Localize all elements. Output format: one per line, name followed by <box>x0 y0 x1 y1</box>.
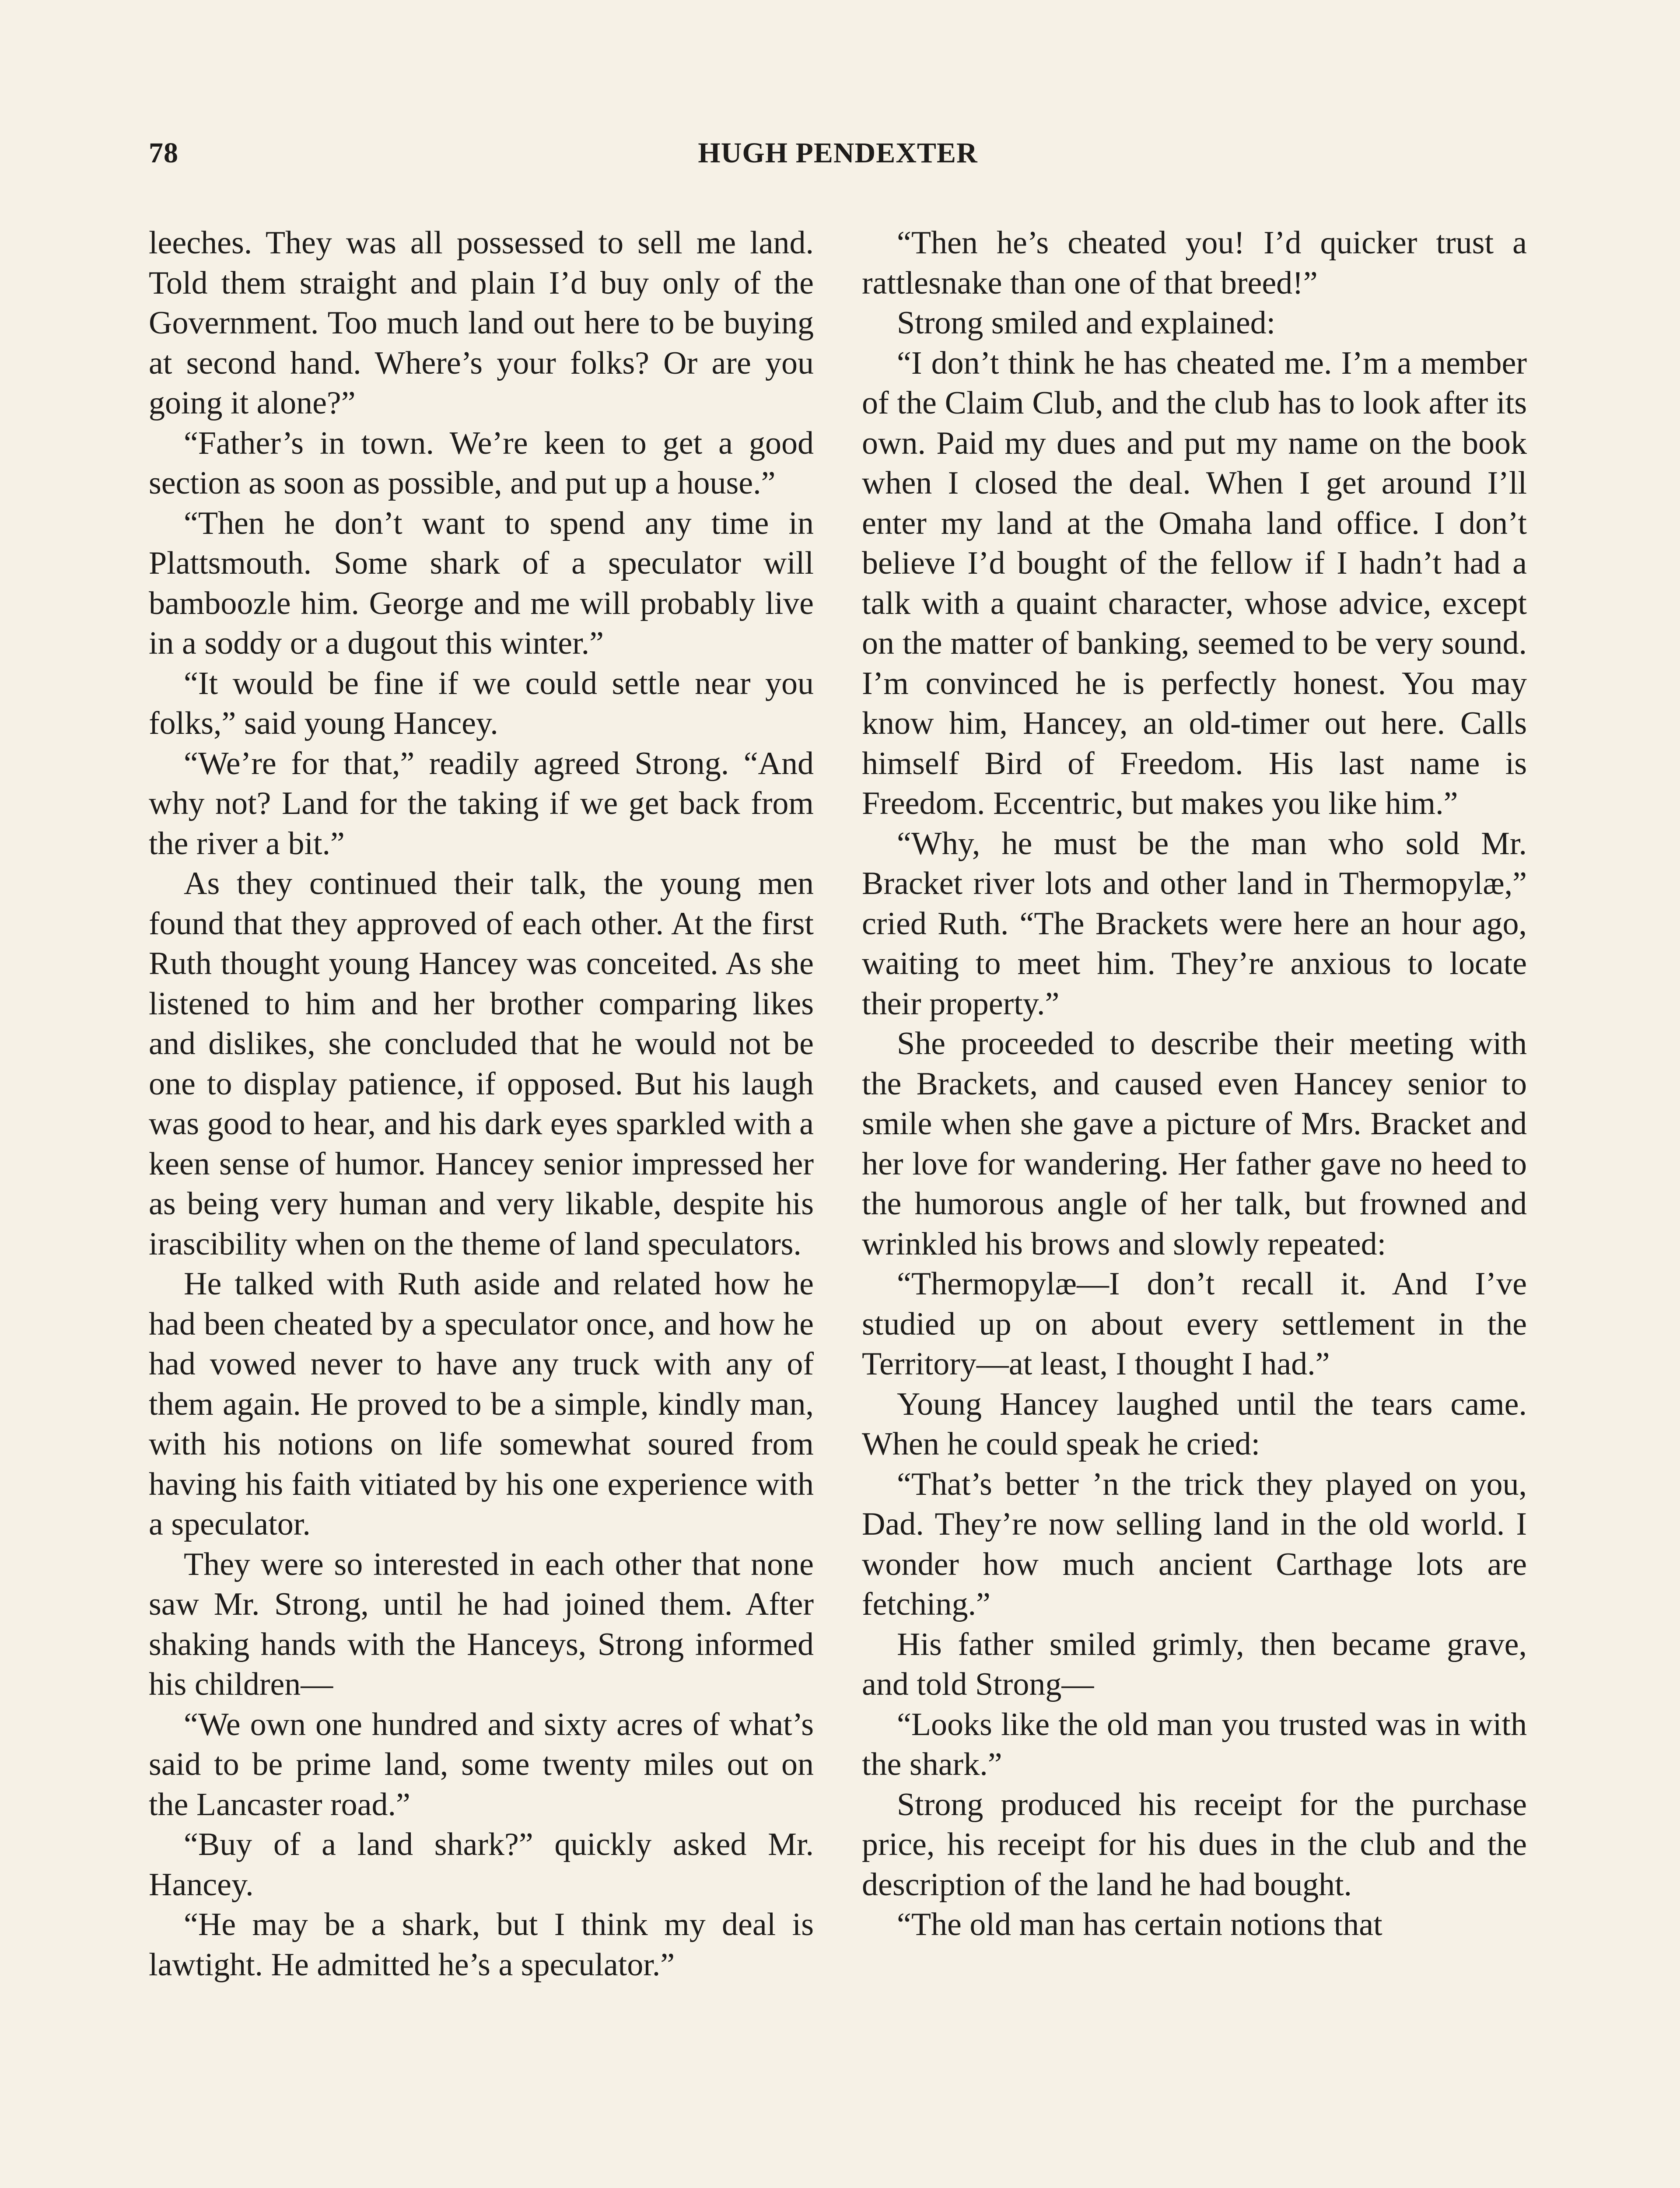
paragraph: “That’s better ’n the trick they played on you, Dad. They’re now selling land in the old world. I wonder how much ancient Carthage lots are fetching.” <box>862 1466 1527 1622</box>
paragraph: She proceeded to describe their meeting with the Brackets, and caused even Hancey senior to smile when she gave a picture of Mrs. Bracket and her love for wandering. Her father gave no heed to the humorous angle of her talk, but frowned and wrinkled his brows and slowly repeated: <box>862 1026 1527 1262</box>
paragraph: “I don’t think he has cheated me. I’m a member of the Claim Club, and the club has to look after its own. Paid my dues and put my name on the book when I closed the deal. When I get around I’ll enter my land at the Omaha land office. I don’t believe I’d bought of the fellow if I hadn’t had a talk with a quaint character, whose advice, except on the matter of banking, seemed to be very sound. I’m convinced he is perfectly honest. You may know him, Hancey, an old-timer out here. Calls himself Bird of Freedom. His last name is Freedom. Eccentric, but makes you like him.” <box>862 345 1527 821</box>
left-column <box>149 223 814 2188</box>
paragraph: As they continued their talk, the young men found that they approved of each other. At the first Ruth thought young Hancey was conceited. As she listened to him and her brother comparing likes and dislikes, she concluded that he would not be one to display patience, if opposed. But his laugh was good to hear, and his dark eyes sparkled with a keen sense of humor. Hancey senior impressed her as being very human and very likable, despite his irascibility when on the theme of land speculators. <box>149 866 814 1262</box>
paragraph: Young Hancey laughed until the tears came. When he could speak he cried: <box>862 1386 1527 1462</box>
right-column <box>862 223 1527 2188</box>
page-header <box>149 131 1527 184</box>
paragraph: Strong smiled and explained: <box>897 305 1276 341</box>
paragraph: Strong produced his receipt for the purchase price, his receipt for his dues in the club and the description of the land he had bought. <box>862 1786 1527 1903</box>
paragraph: “Then he don’t want to spend any time in Plattsmouth. Some shark of a speculator will bamboozle him. George and me will probably live in a soddy or a dugout this winter.” <box>149 505 814 661</box>
paragraph: leeches. They was all possessed to sell me land. Told them straight and plain I’d buy only of the Government. Too much land out here to be buying at second hand. Where’s your folks? Or are you going it alone?” <box>149 225 814 421</box>
paragraph: “Why, he must be the man who sold Mr. Bracket river lots and other land in Thermopylæ,” cried Ruth. “The Brackets were here an hour ago, waiting to meet him. They’re anxious to locate their property.” <box>862 825 1527 1022</box>
paragraph: They were so interested in each other that none saw Mr. Strong, until he had joined them. After shaking hands with the Hanceys, Strong informed his children— <box>149 1546 814 1702</box>
paragraph: “The old man has certain notions that <box>897 1907 1382 1943</box>
paragraph: “We own one hundred and sixty acres of what’s said to be prime land, some twenty miles out on the Lancaster road.” <box>149 1706 814 1823</box>
running-head: HUGH PENDEXTER <box>698 137 978 169</box>
paragraph: “We’re for that,” readily agreed Strong. “And why not? Land for the taking if we get back from the river a bit.” <box>149 745 814 862</box>
page-number: 78 <box>149 137 178 169</box>
paragraph: “He may be a shark, but I think my deal is lawtight. He admitted he’s a speculator.” <box>149 1907 814 1983</box>
paragraph: “Father’s in town. We’re keen to get a good section as soon as possible, and put up a house.” <box>149 425 814 501</box>
text-columns <box>149 223 1527 2188</box>
paragraph: “Buy of a land shark?” quickly asked Mr. Hancey. <box>149 1827 814 1903</box>
paragraph: He talked with Ruth aside and related how he had been cheated by a speculator once, and how he had vowed never to have any truck with any of them again. He proved to be a simple, kindly man, with his notions on life somewhat soured from having his faith vitiated by his one experience with a speculator. <box>149 1266 814 1542</box>
paragraph: “Thermopylæ—I don’t recall it. And I’ve studied up on about every settlement in the Territory—at least, I thought I had.” <box>862 1266 1527 1382</box>
paragraph: His father smiled grimly, then became grave, and told Strong— <box>862 1626 1527 1702</box>
paragraph: “Looks like the old man you trusted was in with the shark.” <box>862 1706 1527 1782</box>
paragraph: “Then he’s cheated you! I’d quicker trust a rattlesnake than one of that breed!” <box>862 225 1527 301</box>
paragraph: “It would be fine if we could settle near you folks,” said young Hancey. <box>149 665 814 741</box>
